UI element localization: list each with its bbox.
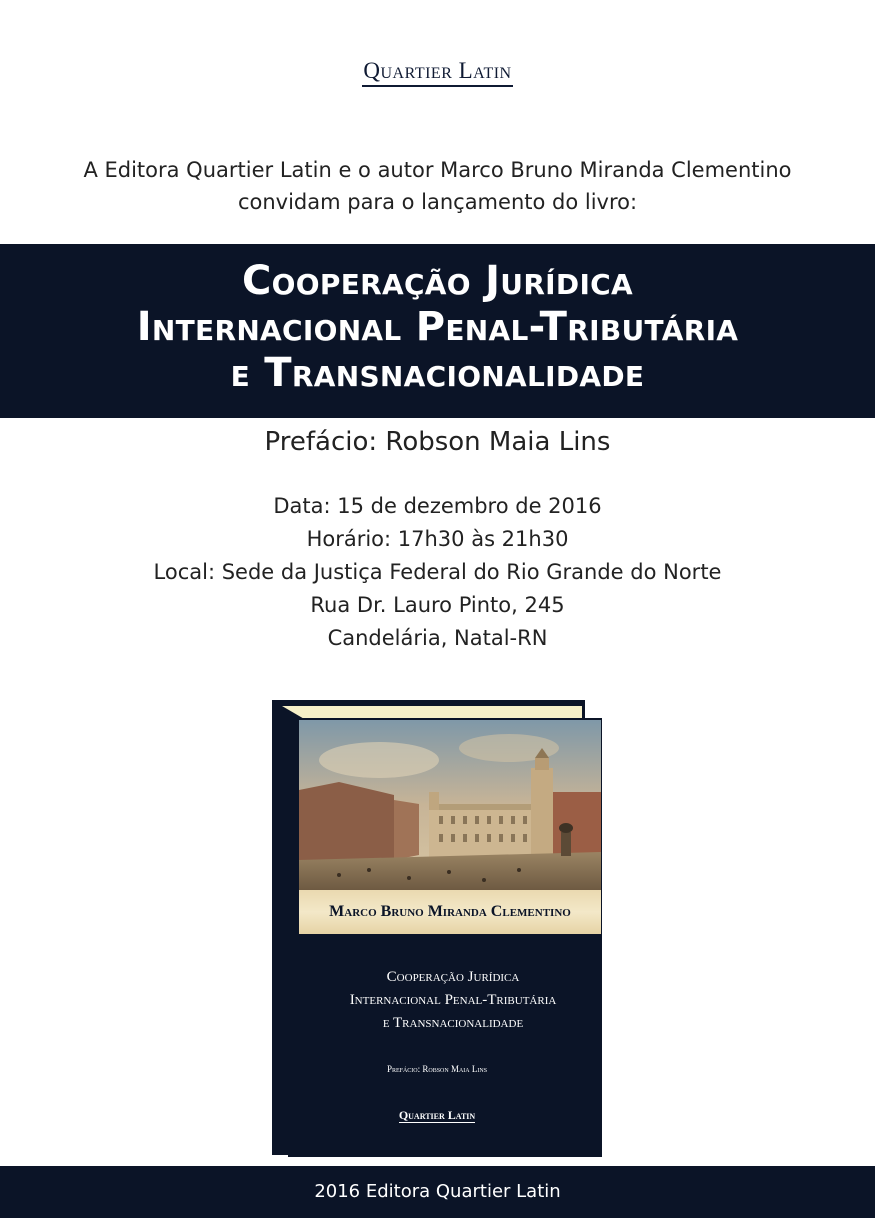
cover-author-name: Marco Bruno Miranda Clementino	[299, 890, 601, 934]
event-location: Local: Sede da Justiça Federal do Rio Grande do Norte	[153, 560, 722, 584]
footer-copyright: 2016 Editora Quartier Latin	[0, 1166, 875, 1218]
invitation-line-1: A Editora Quartier Latin e o autor Marco Bruno Miranda Clementino	[83, 158, 792, 182]
publisher-logo	[0, 58, 875, 87]
event-city: Candelária, Natal-RN	[327, 626, 548, 650]
book-title-banner	[0, 244, 875, 418]
title-line-3: e Transnacionalidade	[230, 350, 645, 396]
publisher-name: Quartier Latin	[362, 58, 512, 87]
cover-title-line-2: Internacional Penal-Tributária	[349, 992, 557, 1008]
cover-painting-image	[299, 720, 601, 890]
title-line-2: Internacional Penal-Tributária	[136, 304, 739, 350]
book-cover-mockup	[272, 700, 602, 1157]
preface-credit: Prefácio: Robson Maia Lins	[264, 427, 611, 457]
event-date: Data: 15 de dezembro de 2016	[273, 494, 602, 518]
cover-title-line-3: e Transnacionalidade	[382, 1015, 524, 1031]
title-line-1: Cooperação Jurídica	[242, 258, 633, 304]
city-square-painting	[299, 720, 601, 890]
invitation-text	[0, 154, 875, 218]
event-street: Rua Dr. Lauro Pinto, 245	[310, 593, 565, 617]
cover-preface: Prefácio: Robson Maia Lins	[386, 1064, 488, 1074]
cover-title	[288, 966, 618, 1035]
event-time: Horário: 17h30 às 21h30	[306, 527, 569, 551]
cover-publisher-logo	[272, 1108, 602, 1123]
cover-title-line-1: Cooperação Jurídica	[386, 969, 520, 985]
cover-publisher-name: Quartier Latin	[398, 1108, 476, 1122]
invitation-line-2: convidam para o lançamento do livro:	[237, 190, 638, 214]
book-front-cover	[288, 718, 602, 1157]
event-details	[0, 490, 875, 655]
